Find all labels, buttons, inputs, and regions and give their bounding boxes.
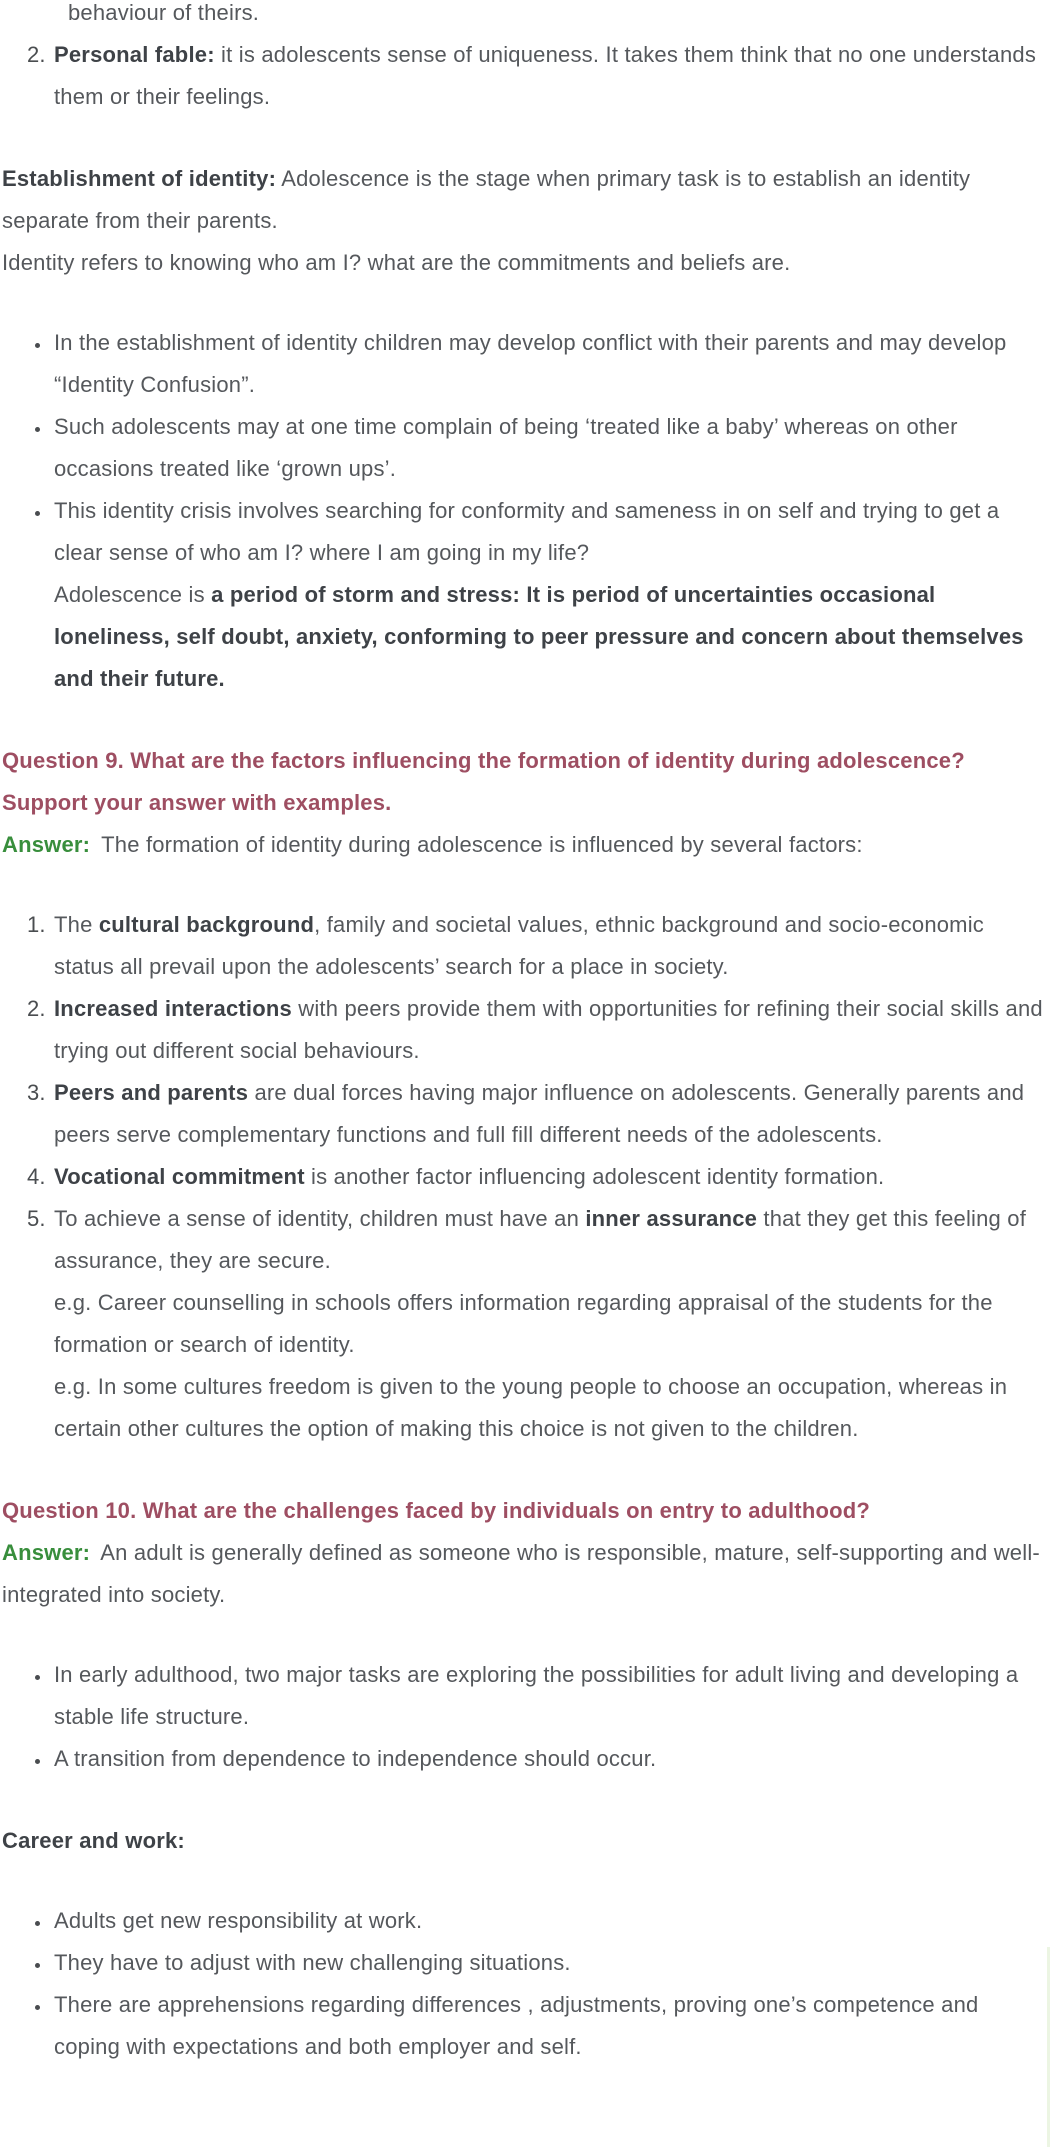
text-segment: This identity crisis involves searching for conformity and sameness in on self and trying to get a clear sense of who am I? where I am going in my life?: [54, 498, 1000, 565]
identity-points-list: [2, 322, 1045, 700]
list-item: [52, 322, 1045, 406]
bold-term: Personal fable:: [54, 42, 215, 67]
identity-factors-list: [2, 904, 1045, 1450]
list-item: [52, 988, 1045, 1072]
text-segment: In the establishment of identity children may develop conflict with their parents and may develop “Identity Confusion”.: [54, 330, 1007, 397]
bold-term: Increased interactions: [54, 996, 292, 1021]
text-segment: The: [54, 912, 99, 937]
establishment-of-identity-paragraph: [2, 158, 1045, 284]
career-and-work-list: [2, 1900, 1045, 2068]
document-body: [2, 0, 1045, 2068]
text-segment: They have to adjust with new challenging situations.: [54, 1950, 571, 1975]
question-9-answer-intro: [2, 824, 1045, 866]
question-10-heading: [2, 1490, 1045, 1532]
text-segment: An adult is generally defined as someone who is responsible, mature, self-supporting and well-integrated into society.: [2, 1540, 1040, 1607]
text-segment: it is adolescents sense of uniqueness. It takes them think that no one understands them or their feelings.: [54, 42, 1037, 109]
question-10-answer-paragraph: [2, 1532, 1045, 1616]
question-text: Question 9. What are the factors influencing the formation of identity during adolescence? Support your answer with examples.: [2, 748, 965, 815]
cognitive-changes-list: [2, 34, 1045, 118]
text-segment: that they get this feeling of assurance, they are secure.: [54, 1206, 1027, 1273]
bold-term: inner assurance: [585, 1206, 758, 1231]
text-segment: The formation of identity during adolescence is influenced by several factors:: [95, 832, 863, 857]
text-segment: A transition from dependence to independence should occur.: [54, 1746, 657, 1771]
text-segment: e.g. Career counselling in schools offers information regarding appraisal of the students for the formation or search of identity.: [54, 1290, 993, 1357]
list-item: [52, 1198, 1045, 1450]
text-segment: In early adulthood, two major tasks are exploring the possibilities for adult living and developing a stable life structure.: [54, 1662, 1019, 1729]
text-segment: is another factor influencing adolescent identity formation.: [304, 1164, 885, 1189]
text-segment: Adolescence is the stage when primary task is to establish an identity separate from their parents.: [2, 166, 971, 233]
adulthood-tasks-list: [2, 1654, 1045, 1780]
question-text: Question 10. What are the challenges faced by individuals on entry to adulthood?: [2, 1498, 871, 1523]
list-item: [52, 406, 1045, 490]
text-segment: Such adolescents may at one time complain of being ‘treated like a baby’ whereas on other occasions treated like ‘grown ups’.: [54, 414, 958, 481]
bold-term: cultural background: [98, 912, 315, 937]
list-item: [52, 1072, 1045, 1156]
list-item: [52, 1738, 1045, 1780]
text-segment: with peers provide them with opportunities for refining their social skills and trying out different social behaviours.: [54, 996, 1043, 1063]
bold-term: Peers and parents: [54, 1080, 249, 1105]
text-segment: There are apprehensions regarding differences , adjustments, proving one’s competence and coping with expectations and both employer and self.: [54, 1992, 979, 2059]
list-item: [52, 1654, 1045, 1738]
text-segment: Adults get new responsibility at work.: [54, 1908, 423, 1933]
text-segment: To achieve a sense of identity, children must have an: [54, 1206, 586, 1231]
text-segment: Adolescence is: [54, 582, 212, 607]
text-segment: , family and societal values, ethnic background and socio-economic status all prevail upon the adolescents’ search for a place in society.: [54, 912, 985, 979]
text-segment: e.g. In some cultures freedom is given to the young people to choose an occupation, whereas in certain other cultures the option of making this choice is not given to the children.: [54, 1374, 1008, 1441]
list-item: [52, 34, 1045, 118]
section-heading: Career and work:: [2, 1828, 185, 1853]
text-segment: behaviour of theirs.: [68, 0, 260, 25]
list-item: [52, 1156, 1045, 1198]
text-segment: Identity refers to knowing who am I? what are the commitments and beliefs are.: [2, 250, 791, 275]
bold-emphasis: a period of storm and stress: It is period of uncertainties occasional loneliness, self doubt, anxiety, conforming to peer pressure and concern about themselves and their future.: [54, 582, 1024, 691]
list-item: [52, 1942, 1045, 1984]
text-segment: are dual forces having major influence on adolescents. Generally parents and peers serve complementary functions and full fill different needs of the adolescents.: [54, 1080, 1025, 1147]
answer-label: Answer:: [2, 832, 91, 857]
list-item: [52, 1984, 1045, 2068]
bold-term: Vocational commitment: [54, 1164, 305, 1189]
bold-term: Establishment of identity:: [2, 166, 277, 191]
answer-label: Answer:: [2, 1540, 91, 1565]
list-item: [52, 904, 1045, 988]
list-item: [52, 1900, 1045, 1942]
question-9-heading: [2, 740, 1045, 824]
list-item-continuation: [2, 0, 1045, 34]
list-item: [52, 490, 1045, 700]
career-and-work-heading: [2, 1820, 1045, 1862]
